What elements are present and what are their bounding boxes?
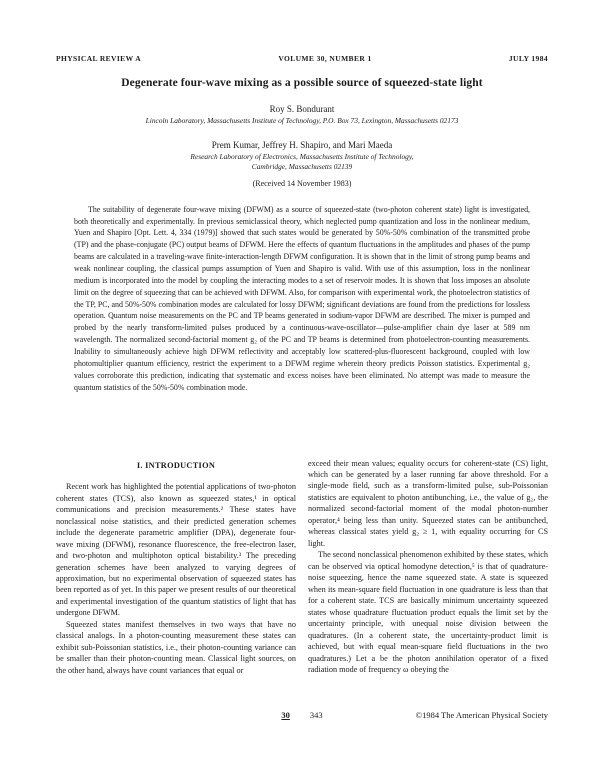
- intro-paragraph-3: The second nonclassical phenomenon exhibited by these states, which can be observed via optical homodyne detection,⁵ is that of quadrature-noise squeezing, hence the name squeezed state. A state is squeezed when its mean-square field fluctuation in one quadrature is less than that for a coherent state. TCS are basically minimum uncertainty squeezed states whose quadrature fluctuation product equals the limit set by the uncertainty principle, with unequal noise division between the quadratures. (In a coherent state, the uncertainty-product limit is achieved, but with equal mean-square field fluctuations in the two quadratures.) Let a be the photon annihilation operator of a fixed radiation mode of frequency ω obeying the: [308, 550, 548, 675]
- journal-volume-issue: VOLUME 30, NUMBER 1: [278, 54, 372, 63]
- author-names-1: Roy S. Bondurant: [269, 104, 335, 114]
- article-body: [56, 458, 548, 677]
- page-footer: [56, 710, 548, 720]
- footer-center: [281, 710, 322, 720]
- footer-copyright: ©1984 The American Physical Society: [415, 710, 548, 720]
- intro-paragraph-2: Squeezed states manifest themselves in two ways that have no classical analogs. In a photon-counting measurement these states can exhibit sub-Poissonian statistics, i.e., their photon-counting variance can be smaller than their photon-counting mean. Classical light sources, on the other hand, always have count variances that equal or: [56, 619, 296, 675]
- intro-paragraph-1: Recent work has highlighted the potential applications of two-photon coherent states (TCS), also known as squeezed states,¹ in optical communications and precision measurements.² These states have nonclassical noise statistics, and their predicted generation schemes include the degenerate parametric amplifier (DPA), degenerate four-wave mixing (DFWM), resonance fluorescence, the free-electron laser, and two-photon and multiphoton optical bistability.³ The preceding generation schemes have been analyzed to varying degrees of approximation, but no experimental observation of squeezed states has been reported as of yet. In this paper we present results of our theoretical and experimental investigation of the quantum statistics of light that has undergone DFWM.: [56, 482, 296, 618]
- abstract: The suitability of degenerate four-wave mixing (DFWM) as a source of squeezed-state (two-photon coherent state) light is investigated, both theoretically and experimentally. In previous semiclassical theory, which neglected pump quantization and loss in the nonlinear medium, Yuen and Shapiro [Opt. Lett. 4, 334 (1979)] showed that such states would be generated by 50%-50% combination of the transmitted probe (TP) and the phase-conjugate (PC) output beams of DFWM. Here the effects of quantum fluctuations in the amplitudes and phases of the pump beams are calculated in a traveling-wave finite-interaction-length DFWM configuration. It is shown that in the limit of strong pump beams and weak nonlinear coupling, the classical pumps assumption of Yuen and Shapiro is valid. With use of this assumption, loss in the nonlinear medium is incorporated into the model by coupling the interacting modes to a set of reservoir modes. It is shown that loss imposes an absolute limit on the degree of squeezing that can be achieved with DFWM. Also, for comparison with experimental work, the photoelectron statistics of the TP, PC, and 50%-50% combination modes are calculated for lossy DFWM; significant deviations are found from the predictions for lossless operation. Quantum noise measurements on the PC and TP beams generated in sodium-vapor DFWM are described. The mixer is pumped and probed by the nearly transform-limited pulses produced by a continuous-wave-oscillator—pulse-amplifier chain dye laser at 589 nm wavelength. The normalized second-factorial moment g₂ of the PC and TP beams is determined from photoelectron-counting measurements. Inability to simultaneously achieve high DFWM reflectivity and acceptably low scattered-plus-fluorescent background, coupled with low photomultiplier quantum efficiency, restrict the experiment to a DFWM regime wherein theory predicts Poisson statistics. Experimental g₂ values corroborate this prediction, indicating that systematic and excess noises have been eliminated. No attempt was made to measure the quantum statistics of the 50%-50% combination mode.: [74, 204, 530, 392]
- received-date: (Received 14 November 1983): [252, 178, 352, 188]
- author-block-1: [56, 104, 548, 125]
- author-names-2: Prem Kumar, Jeffrey H. Shapiro, and Mari Maeda: [211, 140, 393, 151]
- author-affiliation-2-line1: Research Laboratory of Electronics, Massachusetts Institute of Technology,: [190, 152, 414, 162]
- journal-name: PHYSICAL REVIEW A: [56, 54, 142, 63]
- intro-paragraph-2-continued: exceed their mean values; equality occurs for coherent-state (CS) light, which can be generated by a laser running far above threshold. For a single-mode field, such as a transform-limited pulse, sub-Poissonian statistics are equivalent to photon antibunching, i.e., the value of g₂, the normalized second-factorial moment of the modal photon-number operator,⁴ being less than unity. Squeezed states can be antibunched, whereas classical states yield g₂ ≥ 1, with equality occurring for CS light.: [308, 458, 548, 548]
- footer-volume-number: 30: [281, 710, 290, 720]
- article-title: Degenerate four-wave mixing as a possible source of squeezed-state light: [121, 77, 483, 89]
- journal-masthead: [56, 54, 548, 63]
- left-column: [56, 458, 296, 677]
- author-block-2: [56, 140, 548, 171]
- author-affiliation-1: Lincoln Laboratory, Massachusetts Institute of Technology, P.O. Box 73, Lexington, Massachusetts 02173: [145, 116, 459, 125]
- right-column: [308, 458, 548, 677]
- journal-date: JULY 1984: [508, 54, 548, 63]
- footer-page-number: 343: [309, 710, 323, 720]
- section-heading-introduction: I. INTRODUCTION: [136, 460, 216, 470]
- author-affiliation-2-line2: Cambridge, Massachusetts 02139: [251, 161, 353, 171]
